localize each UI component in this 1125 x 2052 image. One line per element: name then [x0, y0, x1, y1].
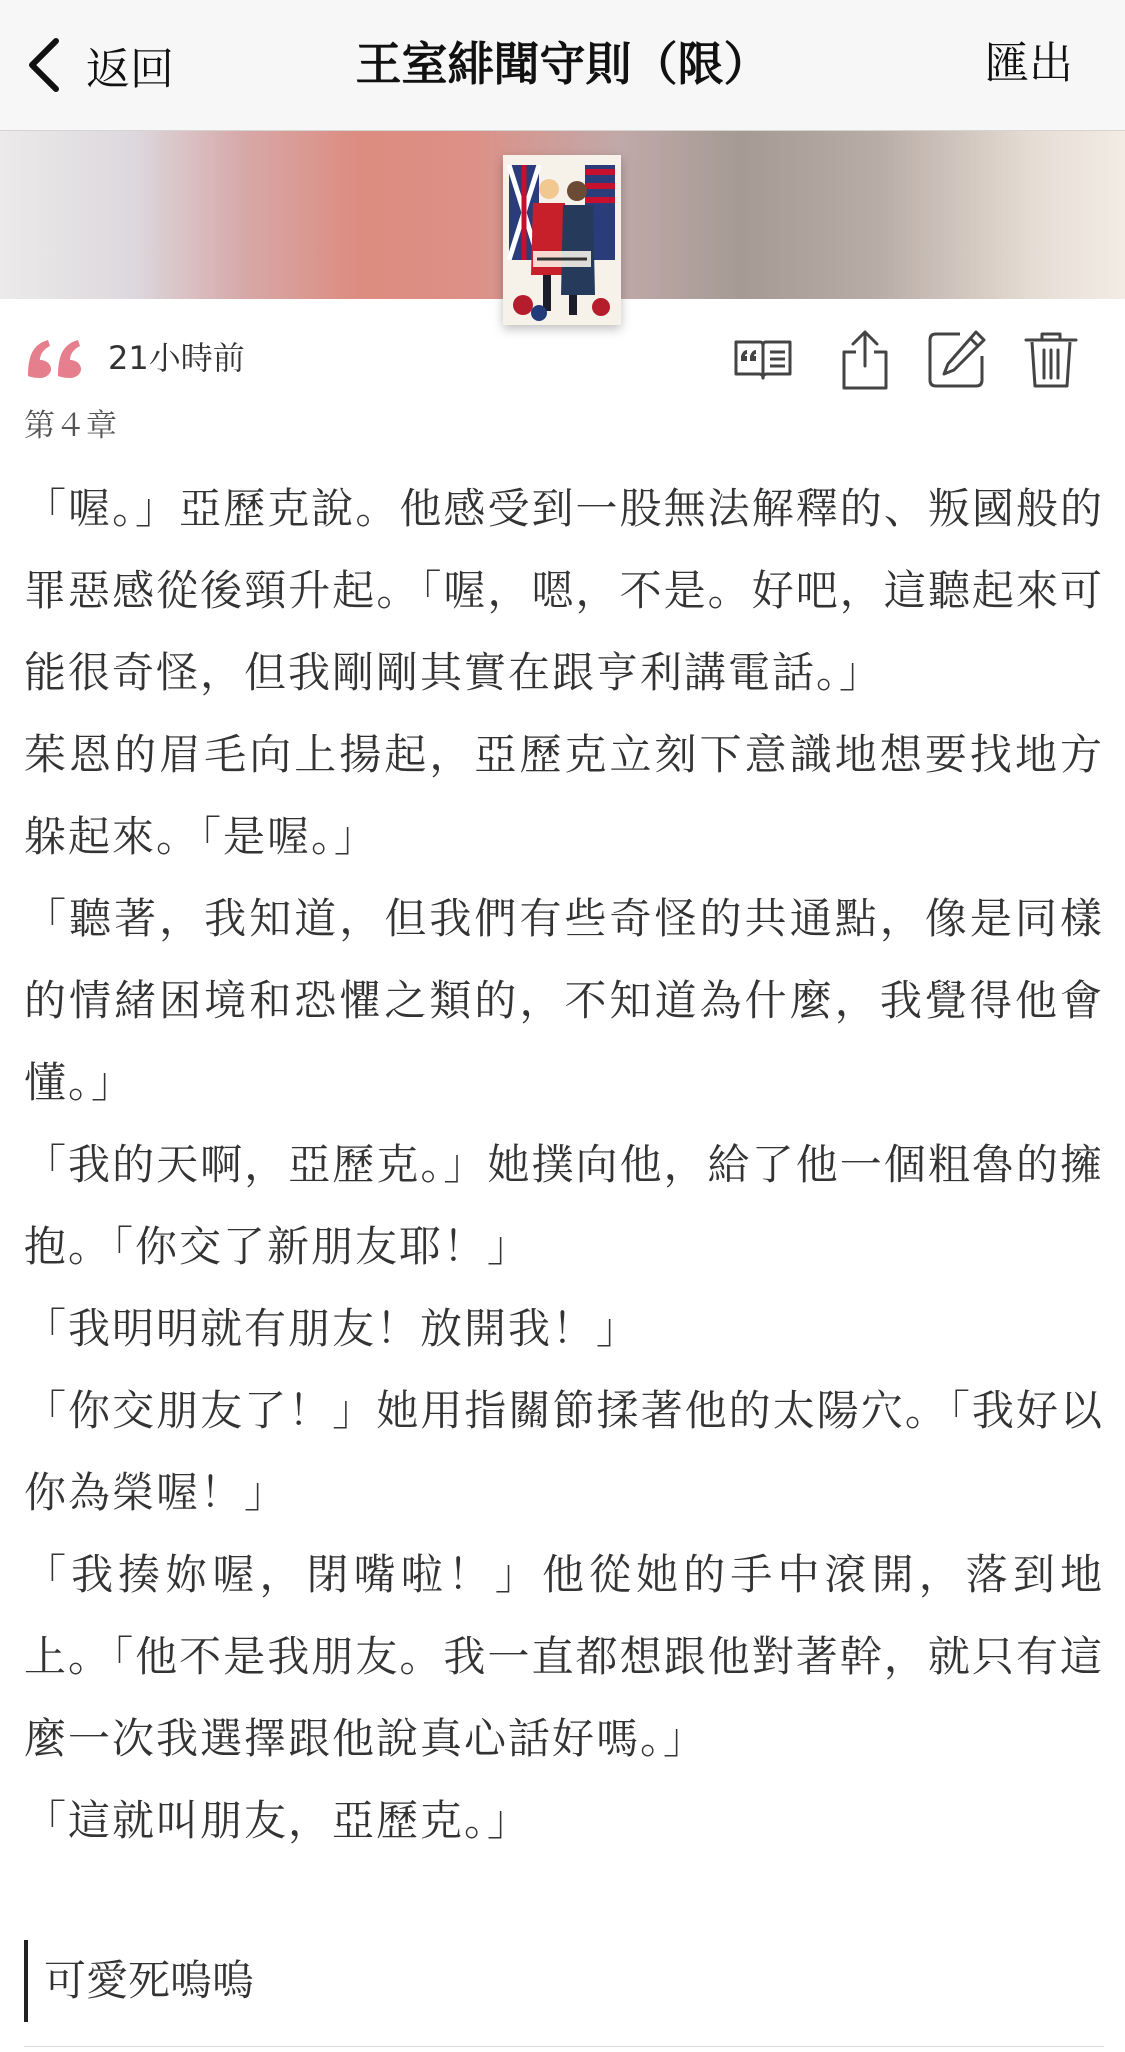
chevron-left-icon	[24, 35, 64, 95]
export-button[interactable]: 匯出	[985, 38, 1073, 89]
page-title: 王室緋聞守則（限）	[355, 37, 770, 91]
paragraph: 「你交朋友了！」她用指關節揉著他的太陽穴。「我好以你為榮喔！」	[24, 1386, 1104, 1517]
cover-art	[503, 155, 621, 325]
paragraph: 「我揍妳喔，閉嘴啦！」他從她的手中滾開，落到地上。「他不是我朋友。我一直都想跟他對著幹，就只有這麼一次我選擇跟他說真心話好嗎。」	[24, 1550, 1104, 1763]
paragraph: 茱恩的眉毛向上揚起，亞歷克立刻下意識地想要找地方躲起來。「是喔。」	[24, 730, 1104, 861]
divider	[24, 2046, 1104, 2047]
timestamp: 21小時前	[108, 339, 245, 377]
quote-icon	[24, 336, 86, 380]
paragraph: 「聽著，我知道，但我們有些奇怪的共通點，像是同樣的情緒困境和恐懼之類的，不知道為什麼，我覺得他會懂。」	[24, 894, 1104, 1107]
book-cover-image[interactable]	[503, 155, 621, 325]
meta-row	[24, 328, 1104, 388]
paragraph: 「我的天啊，亞歷克。」她撲向他，給了他一個粗魯的擁抱。「你交了新朋友耶！」	[24, 1140, 1104, 1271]
user-note[interactable]: 可愛死嗚嗚	[24, 1940, 254, 2022]
paragraph: 「喔。」亞歷克說。他感受到一股無法解釋的、叛國般的罪惡感從後頸升起。「喔，嗯，不是。好吧，這聽起來可能很奇怪，但我剛剛其實在跟亨利講電話。」	[24, 484, 1104, 697]
excerpt-content	[24, 468, 1104, 1862]
paragraph: 「我明明就有朋友！放開我！」	[24, 1304, 641, 1353]
chapter-label: 第４章	[24, 408, 117, 444]
navigation-bar	[0, 0, 1125, 131]
paragraph: 「這就叫朋友，亞歷克。」	[24, 1796, 532, 1845]
open-book-icon[interactable]	[732, 328, 794, 390]
share-icon[interactable]	[834, 328, 896, 390]
edit-icon[interactable]	[926, 328, 988, 390]
trash-icon[interactable]	[1020, 328, 1082, 390]
back-button[interactable]	[24, 28, 174, 102]
back-label: 返回	[86, 44, 174, 95]
